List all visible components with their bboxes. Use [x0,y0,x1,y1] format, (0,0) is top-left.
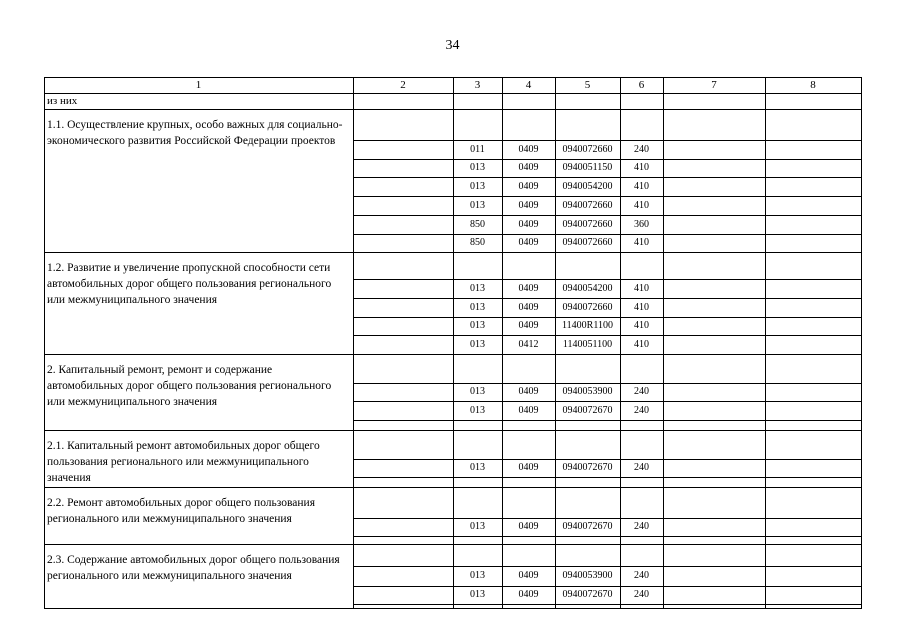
column-border [44,252,45,355]
column-border-header-5 [620,77,621,109]
row-top-border [353,298,862,299]
column-header-5: 5 [584,79,591,91]
column-border-header-1 [353,77,354,109]
table-cell: 410 [634,338,649,350]
row-bottom-border [353,477,862,478]
subheader-label: из них [47,95,78,107]
row-bottom-border [353,536,862,537]
table-cell: 013 [470,386,485,397]
column-border [765,252,766,355]
table-cell: 013 [470,589,485,600]
table-cell: 0940072660 [562,143,613,155]
table-cell: 410 [634,320,649,331]
table-cell: 0940072670 [562,404,613,416]
table-cell: 013 [470,301,485,313]
table-cell: 0940072660 [562,199,613,211]
column-border-header-8 [861,77,862,109]
column-header-7: 7 [711,79,717,91]
column-border [44,109,45,253]
column-header-2: 2 [400,79,406,91]
table-cell: 850 [470,218,485,230]
table-cell: 0409 [518,462,539,473]
column-border [861,544,862,609]
table-cell: 11400R1100 [562,320,613,331]
column-border [663,544,664,609]
table-cell: 0409 [518,386,539,397]
table-cell: 0409 [518,282,539,294]
row-top-border [353,586,862,587]
table-cell: 0412 [518,338,539,350]
table-cell: 013 [470,521,485,532]
table-cell: 013 [470,199,485,211]
row-top-border [353,401,862,402]
table-cell: 0409 [518,199,539,211]
table-cell: 013 [470,180,485,192]
column-border [44,430,45,488]
table-cell: 0940072660 [562,218,613,230]
section-description: 2. Капитальный ремонт, ремонт и содержание автомобильных дорог общего пользования регионального или межмуниципального значения [47,364,332,408]
table-cell: 0940051150 [562,162,613,173]
table-cell: 240 [634,462,649,473]
row-top-border [353,140,862,141]
table-cell: 0409 [518,218,539,230]
table-cell: 013 [470,462,485,473]
table-cell: 0940072670 [562,462,613,473]
table-cell: 0409 [518,320,539,331]
column-border [663,109,664,253]
section-description: 2.3. Содержание автомобильных дорог общего пользования регионального или межмуниципального значения [47,554,340,582]
column-header-6: 6 [638,79,645,91]
column-border [861,252,862,355]
table-cell: 0940053900 [562,570,613,581]
table-cell: 850 [470,237,485,248]
table-cell: 0940053900 [562,386,613,397]
row-top-border [353,566,862,567]
row-bottom-border [353,604,862,605]
table-cell: 013 [470,570,485,581]
table-cell: 0409 [518,301,539,313]
table-cell: 0409 [518,162,539,173]
table-cell: 240 [634,589,649,600]
table-cell: 0409 [518,237,539,248]
table-cell: 0940072670 [562,521,613,532]
table-cell: 011 [470,143,485,155]
table-cell: 013 [470,162,485,173]
table-cell: 013 [470,338,485,350]
section-description: 1.1. Осуществление крупных, особо важных для социально-экономического развития Российской Федерации проектов [47,119,343,147]
column-border [765,109,766,253]
section-description: 1.2. Развитие и увеличение пропускной способности сети автомобильных дорог общего пользования регионального или межмуниципального значения [47,262,332,306]
table-cell: 0409 [518,143,539,155]
table-cell: 0409 [518,404,539,416]
column-border [44,354,45,431]
table-cell: 013 [470,404,485,416]
section-description: 2.2. Ремонт автомобильных дорог общего пользования регионального или межмуниципального значения [47,497,315,525]
column-border [353,544,354,609]
column-border [861,109,862,253]
column-border [765,544,766,609]
column-header-4: 4 [525,79,532,91]
column-border-header-0 [44,77,45,109]
row-top-border [353,159,862,160]
table-cell: 0409 [518,180,539,192]
table-cell: 0409 [518,570,539,581]
column-border-header-2 [453,77,454,109]
table-cell: 410 [634,162,649,173]
table-cell: 240 [634,570,649,581]
row-top-border [353,234,862,235]
table-cell: 410 [634,237,649,248]
row-top-border [353,335,862,336]
table-cell: 0940054200 [562,180,613,192]
column-border [44,544,45,609]
row-top-border [353,518,862,519]
table-cell: 410 [634,199,649,211]
column-header-8: 8 [810,79,816,91]
table-cell: 240 [634,404,649,416]
column-header-1: 1 [195,79,202,91]
row-top-border [353,459,862,460]
row-top-border [353,196,862,197]
page-number: 34 [445,38,460,53]
table-cell: 1140051100 [562,338,613,350]
column-border-header-7 [765,77,766,109]
column-header-3: 3 [474,79,481,91]
row-top-border [353,279,862,280]
table-cell: 410 [634,282,649,294]
row-bottom-border [353,420,862,421]
table-cell: 0940072670 [562,589,613,600]
table-cell: 0409 [518,589,539,600]
column-border [663,252,664,355]
column-border [353,109,354,253]
table-cell: 013 [470,320,485,331]
table-cell: 013 [470,282,485,294]
table-cell: 240 [634,143,649,155]
row-top-border [353,215,862,216]
table-cell: 0940072660 [562,301,613,313]
table-cell: 0409 [518,521,539,532]
table-cell: 410 [634,301,649,313]
table-cell: 410 [634,180,649,192]
table-cell: 0940054200 [562,282,613,294]
table-cell: 240 [634,521,649,532]
row-top-border [353,177,862,178]
table-cell: 360 [634,218,649,230]
column-border-header-3 [502,77,503,109]
column-border [44,487,45,545]
table-cell: 240 [634,386,649,397]
table-cell: 0940072660 [562,237,613,248]
column-border [353,252,354,355]
section-description: 2.1. Капитальный ремонт автомобильных дорог общего пользования регионального или межмуниципального значения [47,440,320,484]
row-top-border [353,317,862,318]
column-border-header-4 [555,77,556,109]
row-top-border [353,383,862,384]
column-border-header-6 [663,77,664,109]
